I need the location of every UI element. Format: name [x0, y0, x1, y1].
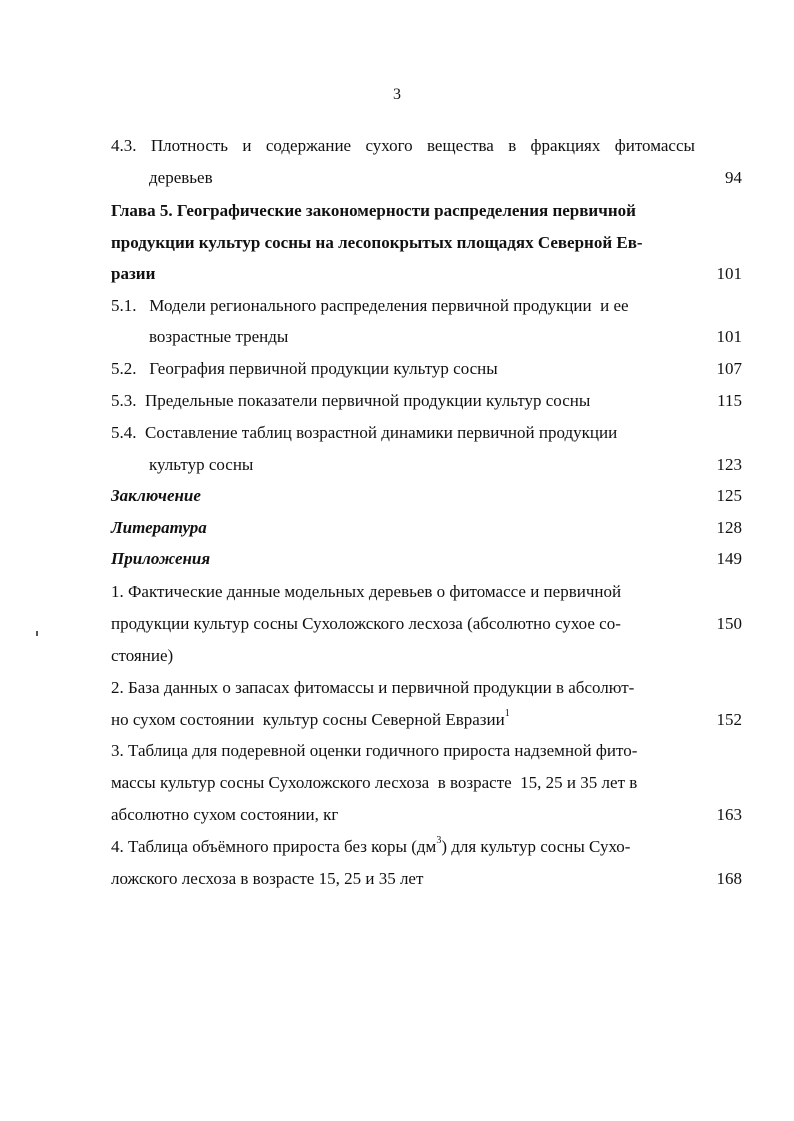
- toc-5-4-line2: культур сосны: [149, 455, 254, 474]
- toc-5-2-page: 107: [716, 359, 742, 378]
- toc-appendices: Приложения: [111, 549, 211, 568]
- appendix-3-line2: массы культур сосны Сухоложского лесхоза в возрасте 15, 25 и 35 лет в: [111, 773, 638, 792]
- appendix-2-page: 152: [716, 710, 742, 729]
- toc-conclusion-page: 125: [716, 486, 742, 505]
- toc-appendices-page: 149: [716, 549, 742, 568]
- appendix-3-page: 163: [716, 805, 742, 824]
- appendix-3-line1: 3. Таблица для подеревной оценки годичного прироста надземной фито-: [111, 741, 638, 760]
- appendix-4-line2: ложского лесхоза в возрасте 15, 25 и 35 лет: [111, 869, 424, 888]
- toc-5-4-page: 123: [716, 455, 742, 474]
- chapter-5-page: 101: [716, 264, 742, 283]
- scan-mark: [36, 631, 38, 636]
- appendix-1-line1: 1. Фактические данные модельных деревьев о фитомассе и первичной: [111, 582, 622, 601]
- chapter-5-line1: Глава 5. Географические закономерности распределения первичной: [111, 201, 636, 220]
- toc-5-3-page: 115: [717, 391, 742, 410]
- chapter-5-line3: разии: [111, 264, 156, 283]
- toc-5-2: 5.2. География первичной продукции культур сосны: [111, 359, 498, 378]
- toc-5-3: 5.3. Предельные показатели первичной продукции культур сосны: [111, 391, 591, 410]
- superscript-3: 3: [436, 835, 442, 847]
- appendix-1-line3: стояние): [111, 646, 174, 665]
- footnote-marker: 1: [504, 708, 510, 720]
- toc-5-1-page: 101: [716, 327, 742, 346]
- page-number: 3: [393, 86, 401, 103]
- toc-literature-page: 128: [716, 518, 742, 537]
- appendix-2-line1: 2. База данных о запасах фитомассы и первичной продукции в абсолют-: [111, 678, 635, 697]
- appendix-1-page: 150: [716, 614, 742, 633]
- appendix-3-line3: абсолютно сухом состоянии, кг: [111, 805, 339, 824]
- toc-4-3-page: 94: [725, 168, 742, 187]
- appendix-4-page: 168: [716, 869, 742, 888]
- toc-5-1-line1: 5.1. Модели регионального распределения первичной продукции и ее: [111, 296, 629, 315]
- toc-literature: Литература: [111, 518, 207, 537]
- chapter-5-line2: продукции культур сосны на лесопокрытых площадях Северной Ев-: [111, 233, 643, 252]
- toc-4-3-line1: 4.3. Плотность и содержание сухого вещества в фракциях фитомассы: [111, 136, 695, 155]
- appendix-2-line2: но сухом состоянии культур сосны Северной Евразии$^1$: [111, 708, 510, 729]
- toc-5-1-line2: возрастные тренды: [149, 327, 289, 346]
- toc-5-4-line1: 5.4. Составление таблиц возрастной динамики первичной продукции: [111, 423, 618, 442]
- appendix-1-line2: продукции культур сосны Сухоложского лесхоза (абсолютно сухое со-: [111, 614, 621, 633]
- appendix-4-line1: 4. Таблица объёмного прироста без коры $(дм^3)$ для культур сосны Сухо-: [111, 835, 631, 856]
- toc-conclusion: Заключение: [111, 486, 201, 505]
- toc-4-3-line2: деревьев: [149, 168, 213, 187]
